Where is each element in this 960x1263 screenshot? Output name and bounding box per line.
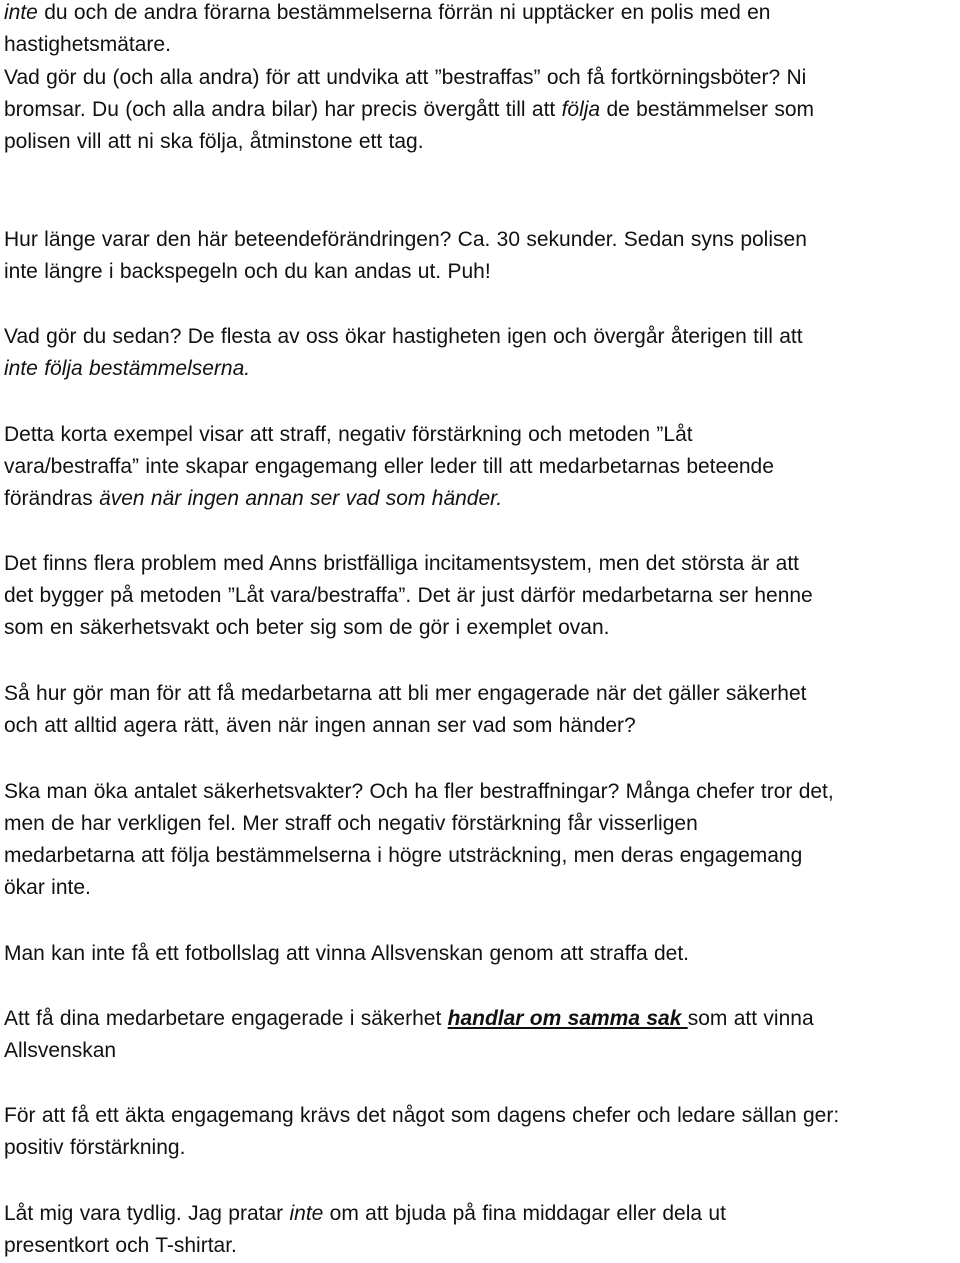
paragraph-behavior-duration xyxy=(4,224,807,288)
text-run: förändras xyxy=(4,487,100,510)
text-line: Hur länge varar den här beteendeförändringen? Ca. 30 sekunder. Sedan syns polisen xyxy=(4,228,807,251)
text-run: som att vinna xyxy=(687,1007,814,1030)
text-line xyxy=(4,94,814,126)
text-line: ökar inte. xyxy=(4,876,91,899)
text-line: som en säkerhetsvakt och beter sig som de gör i exemplet ovan. xyxy=(4,616,610,639)
emphasis-text: följa xyxy=(561,98,601,121)
text-run: bromsar. Du (och alla andra bilar) har precis övergått till att xyxy=(4,98,562,121)
text-line xyxy=(4,1198,726,1230)
text-run: de bestämmelser som xyxy=(600,98,815,121)
text-line: polisen vill att ni ska följa, åtminstone ett tag. xyxy=(4,130,424,153)
paragraph-positive-reinforcement xyxy=(4,1100,839,1164)
text-line: men de har verkligen fel. Mer straff och negativ förstärkning får visserligen xyxy=(4,812,698,835)
text-line: inte längre i backspegeln och du kan andas ut. Puh! xyxy=(4,260,491,283)
text-line: Detta korta exempel visar att straff, negativ förstärkning och metoden ”Låt xyxy=(4,423,693,446)
text-line: och att alltid agera rätt, även när ingen annan ser vad som händer? xyxy=(4,714,636,737)
text-line: Det finns flera problem med Anns bristfälliga incitamentsystem, men det största är att xyxy=(4,552,800,575)
text-line: det bygger på metoden ”Låt vara/bestraffa”. Det är just därför medarbetarna ser henne xyxy=(4,584,813,607)
emphasis-text: inte xyxy=(289,1202,324,1225)
text-line xyxy=(4,1003,814,1035)
bold-underlined-text: handlar om samma sak xyxy=(447,1007,688,1030)
paragraph-police-detection xyxy=(4,0,770,61)
text-line: Så hur gör man för att få medarbetarna att bli mer engagerade när det gäller säkerhet xyxy=(4,682,807,705)
paragraph-engagement-question xyxy=(4,678,806,742)
text-run: om att bjuda på fina middagar eller dela ut xyxy=(323,1202,726,1225)
text-line: Vad gör du (och alla andra) för att undvika att ”bestraffas” och få fortkörningsböter? Ni xyxy=(4,66,807,89)
emphasis-text: även när ingen annan ser vad som händer. xyxy=(99,487,503,510)
paragraph-same-thing xyxy=(4,1003,814,1067)
text-line: vara/bestraffa” inte skapar engagemang eller leder till att medarbetarnas beteende xyxy=(4,455,774,478)
text-line: presentkort och T-shirtar. xyxy=(4,1234,237,1257)
text-line: hastighetsmätare. xyxy=(4,33,171,56)
emphasis-text: inte följa bestämmelserna. xyxy=(4,357,251,380)
text-line: Vad gör du sedan? De flesta av oss ökar hastigheten igen och övergår återigen till att xyxy=(4,325,803,348)
text-line: medarbetarna att följa bestämmelserna i högre utsträckning, men deras engagemang xyxy=(4,844,803,867)
paragraph-football-team xyxy=(4,938,689,970)
text-run: Att få dina medarbetare engagerade i säkerhet xyxy=(4,1007,448,1030)
paragraph-example-summary xyxy=(4,419,774,515)
text-line xyxy=(4,483,774,515)
paragraph-more-guards xyxy=(4,776,834,904)
text-line: Man kan inte få ett fotbollslag att vinna Allsvenskan genom att straffa det. xyxy=(4,942,690,965)
text-line xyxy=(4,353,803,385)
text-line: För att få ett äkta engagemang krävs det något som dagens chefer och ledare sällan ger: xyxy=(4,1104,840,1127)
paragraph-braking xyxy=(4,62,814,158)
paragraph-incentive-problems xyxy=(4,548,813,644)
text-line xyxy=(4,0,770,29)
paragraph-be-clear xyxy=(4,1198,726,1262)
text-run: du och de andra förarna bestämmelserna förrän ni upptäcker en polis med en xyxy=(37,1,771,24)
text-line: Allsvenskan xyxy=(4,1039,117,1062)
text-run: Låt mig vara tydlig. Jag pratar xyxy=(4,1202,290,1225)
paragraph-what-next xyxy=(4,321,803,385)
text-line: Ska man öka antalet säkerhetsvakter? Och ha fler bestraffningar? Många chefer tror det, xyxy=(4,780,834,803)
emphasis-text: inte xyxy=(4,1,38,24)
text-line: positiv förstärkning. xyxy=(4,1136,186,1159)
